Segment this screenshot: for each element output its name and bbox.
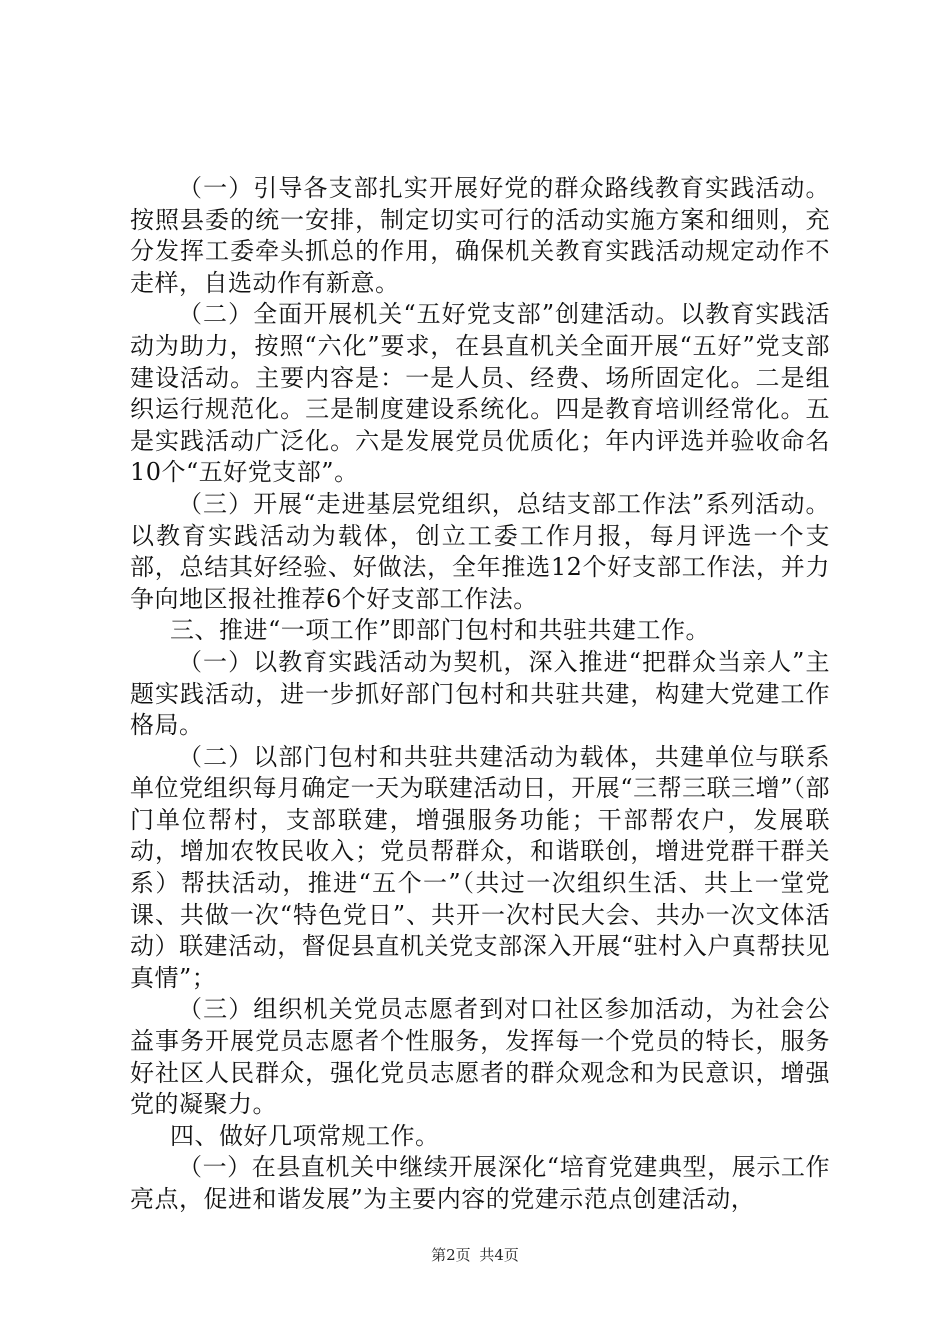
paragraph-3: （三）开展“走进基层党组织，总结支部工作法”系列活动。以教育实践活动为载体，创立工委工作月报，每月评选一个支部，总结其好经验、好做法，全年推选12个好支部工作法，并力争向地区报社推荐6个好支部工作法。: [130, 489, 830, 613]
paragraph-7: （一）在县直机关中继续开展深化“培育党建典型，展示工作亮点，促进和谐发展”为主要内容的党建示范点创建活动，: [130, 1153, 830, 1213]
paragraph-6: （三）组织机关党员志愿者到对口社区参加活动，为社会公益事务开展党员志愿者个性服务，发挥每一个党员的特长，服务好社区人民群众，强化党员志愿者的群众观念和为民意识，增强党的凝聚力。: [130, 995, 830, 1119]
document-body: [130, 173, 830, 1216]
paragraph-5: （二）以部门包村和共驻共建活动为载体，共建单位与联系单位党组织每月确定一天为联建活动日，开展“三帮三联三增”（部门单位帮村，支部联建，增强服务功能；干部帮农户，发展联动，增加农牧民收入；党员帮群众，和谐联创，增进党群干群关系）帮扶活动，推进“五个一”（共过一次组织生活、共上一堂党课、共做一次“特色党日”、共开一次村民大会、共办一次文体活动）联建活动，督促县直机关党支部深入开展“驻村入户真帮扶见真情”；: [130, 742, 830, 992]
section-heading-4: 四、做好几项常规工作。: [170, 1121, 440, 1150]
paragraph-2: （二）全面开展机关“五好党支部”创建活动。以教育实践活动为助力，按照“六化”要求，在县直机关全面开展“五好”党支部建设活动。主要内容是：一是人员、经费、场所固定化。二是组织运行规范化。三是制度建设系统化。四是教育培训经常化。五是实践活动广泛化。六是发展党员优质化；年内评选并验收命名10个“五好党支部”。: [130, 300, 830, 487]
page-footer: [0, 1245, 950, 1265]
paragraph-4: （一）以教育实践活动为契机，深入推进“把群众当亲人”主题实践活动，进一步抓好部门包村和共驻共建，构建大党建工作格局。: [130, 647, 830, 740]
page-total: 共4页: [479, 1246, 519, 1264]
page-number: 第2页: [431, 1246, 471, 1264]
section-heading-3: 三、推进“一项工作”即部门包村和共驻共建工作。: [170, 616, 711, 645]
paragraph-1: （一）引导各支部扎实开展好党的群众路线教育实践活动。按照县委的统一安排，制定切实可行的活动实施方案和细则，充分发挥工委牵头抓总的作用，确保机关教育实践活动规定动作不走样，自选动作有新意。: [130, 174, 830, 297]
